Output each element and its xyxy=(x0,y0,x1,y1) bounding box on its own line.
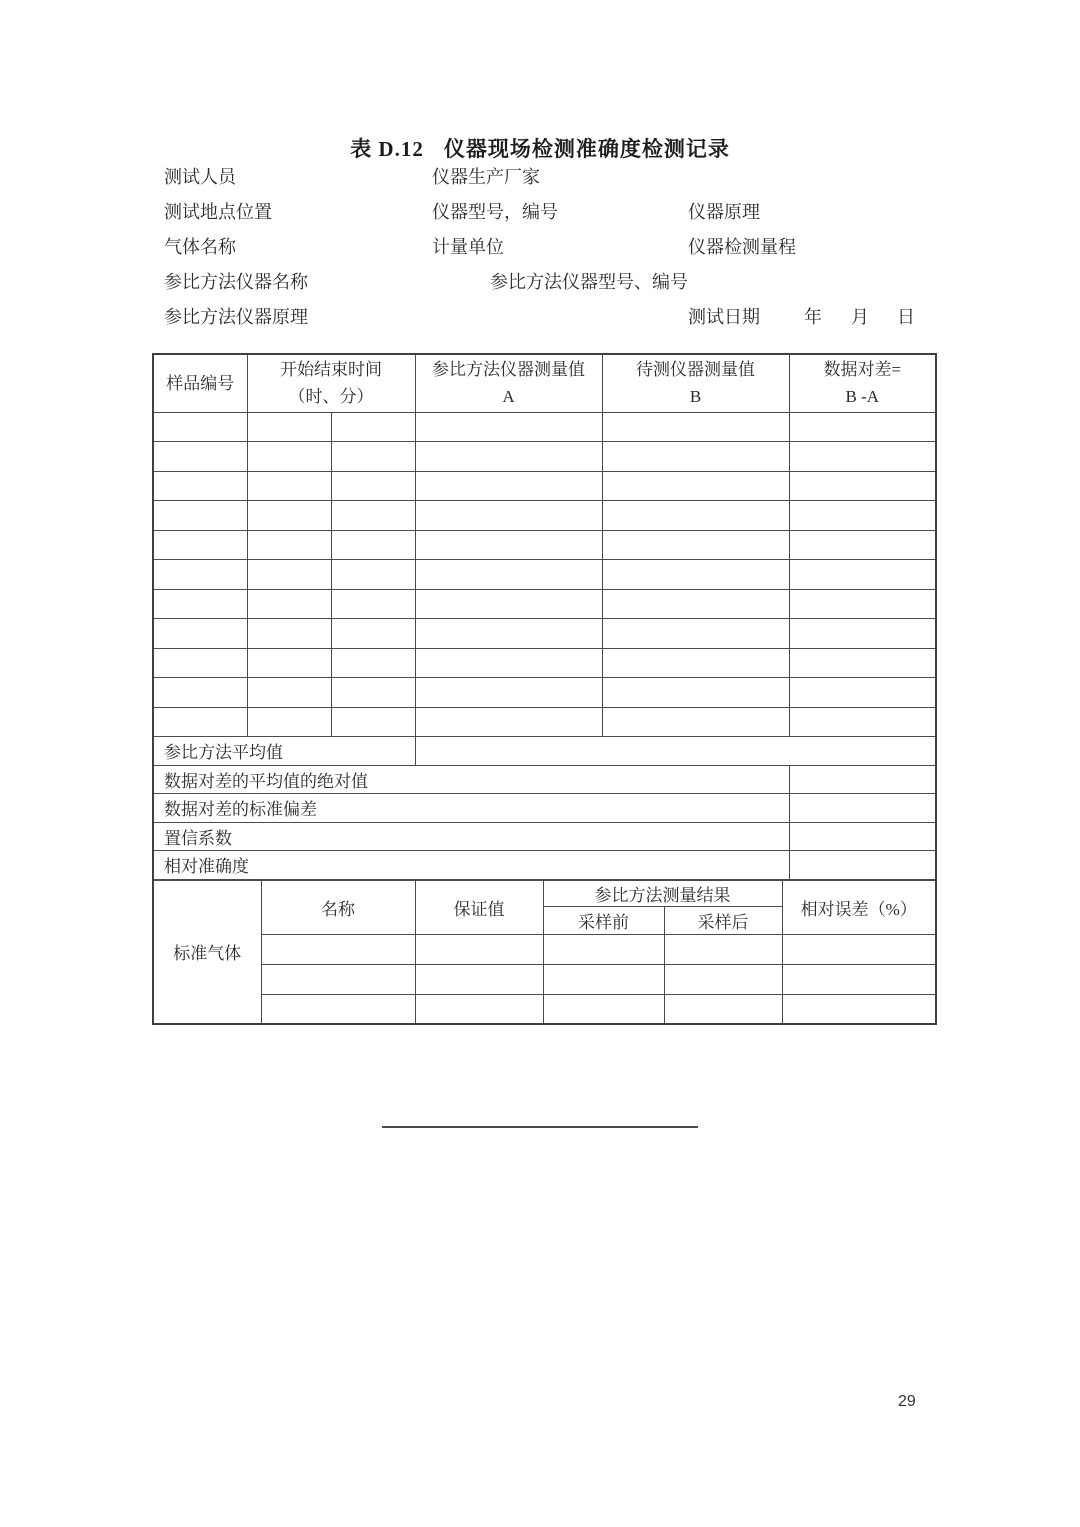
blank-cell xyxy=(543,994,664,1024)
field-month: 月 xyxy=(851,307,869,327)
blank-cell xyxy=(602,442,789,472)
blank-cell xyxy=(602,501,789,531)
blank-cell xyxy=(261,994,415,1024)
blank-cell xyxy=(247,442,331,472)
standard-gas-row xyxy=(153,964,936,994)
standard-gas-row xyxy=(153,934,936,964)
blank-cell xyxy=(415,707,602,737)
page-title xyxy=(0,133,1080,163)
blank-cell xyxy=(782,934,936,964)
table-row xyxy=(153,412,936,442)
blank-cell xyxy=(153,530,247,560)
col-header-ref-method-result: 参比方法测量结果 xyxy=(543,880,782,906)
blank-cell xyxy=(415,964,543,994)
table-row xyxy=(153,589,936,619)
field-range: 仪器检测量程 xyxy=(688,237,796,257)
blank-cell xyxy=(789,707,936,737)
field-tester: 测试人员 xyxy=(164,167,236,187)
blank-cell xyxy=(789,794,936,823)
table-row xyxy=(153,707,936,737)
table-row xyxy=(153,648,936,678)
blank-cell xyxy=(415,619,602,649)
blank-cell xyxy=(415,471,602,501)
blank-cell xyxy=(664,964,782,994)
blank-cell xyxy=(247,471,331,501)
blank-cell xyxy=(789,412,936,442)
blank-cell xyxy=(789,589,936,619)
standard-gas-header-row1 xyxy=(153,880,936,906)
blank-cell xyxy=(153,560,247,590)
col-header-dut-value: 待测仪器测量值 B xyxy=(602,354,789,412)
blank-cell xyxy=(789,619,936,649)
blank-cell xyxy=(331,501,415,531)
col-header-name: 名称 xyxy=(261,880,415,934)
blank-cell xyxy=(602,619,789,649)
blank-cell xyxy=(602,471,789,501)
blank-cell xyxy=(153,707,247,737)
blank-cell xyxy=(602,589,789,619)
blank-cell xyxy=(789,530,936,560)
blank-cell xyxy=(153,648,247,678)
field-day: 日 xyxy=(897,307,915,327)
page-number: 29 xyxy=(898,1393,916,1410)
col-header-diff: 数据对差= B -A xyxy=(789,354,936,412)
relative-accuracy-row xyxy=(153,851,936,880)
col-header-before-sampling: 采样前 xyxy=(543,906,664,934)
blank-cell xyxy=(415,560,602,590)
standard-gas-table xyxy=(152,880,937,1026)
field-test-date: 测试日期 xyxy=(688,307,760,327)
blank-cell xyxy=(153,471,247,501)
col-header-after-sampling: 采样后 xyxy=(664,906,782,934)
blank-cell xyxy=(153,619,247,649)
col-header-ref-value: 参比方法仪器测量值 A xyxy=(415,354,602,412)
table-title-text: 仪器现场检测准确度检测记录 xyxy=(443,137,730,161)
diff-abs-average-row xyxy=(153,765,936,794)
blank-cell xyxy=(261,934,415,964)
row-label: 相对准确度 xyxy=(153,851,789,880)
row-label: 参比方法平均值 xyxy=(153,737,415,766)
blank-cell xyxy=(247,589,331,619)
col-header-time: 开始结束时间 （时、分） xyxy=(247,354,415,412)
blank-cell xyxy=(664,934,782,964)
blank-cell xyxy=(602,530,789,560)
blank-cell xyxy=(415,994,543,1024)
blank-cell xyxy=(331,412,415,442)
blank-cell xyxy=(153,412,247,442)
blank-cell xyxy=(782,994,936,1024)
blank-cell xyxy=(543,934,664,964)
confidence-coefficient-row xyxy=(153,822,936,851)
blank-cell xyxy=(602,648,789,678)
table-row xyxy=(153,530,936,560)
blank-cell xyxy=(153,678,247,708)
field-ref-model: 参比方法仪器型号、编号 xyxy=(490,272,688,292)
blank-cell xyxy=(415,530,602,560)
blank-cell xyxy=(789,501,936,531)
row-label: 数据对差的标准偏差 xyxy=(153,794,789,823)
field-gas-name: 气体名称 xyxy=(164,237,236,257)
row-label: 数据对差的平均值的绝对值 xyxy=(153,765,789,794)
blank-cell xyxy=(602,560,789,590)
blank-cell xyxy=(415,737,936,766)
field-ref-name: 参比方法仪器名称 xyxy=(164,272,308,292)
blank-cell xyxy=(331,442,415,472)
blank-cell xyxy=(415,934,543,964)
field-model: 仪器型号，编号 xyxy=(432,202,558,222)
blank-cell xyxy=(153,442,247,472)
blank-cell xyxy=(415,589,602,619)
blank-cell xyxy=(331,619,415,649)
table-row xyxy=(153,471,936,501)
blank-cell xyxy=(331,530,415,560)
blank-cell xyxy=(789,442,936,472)
table-row xyxy=(153,560,936,590)
blank-cell xyxy=(247,501,331,531)
blank-cell xyxy=(543,964,664,994)
standard-gas-row xyxy=(153,994,936,1024)
col-header-guaranteed-value: 保证值 xyxy=(415,880,543,934)
blank-cell xyxy=(789,822,936,851)
blank-cell xyxy=(789,471,936,501)
blank-cell xyxy=(789,648,936,678)
ref-method-average-row xyxy=(153,737,936,766)
blank-cell xyxy=(415,412,602,442)
signature-line xyxy=(382,1126,698,1128)
blank-cell xyxy=(153,501,247,531)
blank-cell xyxy=(415,501,602,531)
blank-cell xyxy=(602,412,789,442)
blank-cell xyxy=(247,560,331,590)
col-header-sample-id: 样品编号 xyxy=(153,354,247,412)
blank-cell xyxy=(789,765,936,794)
field-ref-principle: 参比方法仪器原理 xyxy=(164,307,308,327)
table-row xyxy=(153,678,936,708)
table-row xyxy=(153,619,936,649)
field-principle: 仪器原理 xyxy=(688,202,760,222)
table-row xyxy=(153,501,936,531)
blank-cell xyxy=(247,707,331,737)
blank-cell xyxy=(415,648,602,678)
accuracy-record-table xyxy=(152,353,937,880)
blank-cell xyxy=(331,678,415,708)
blank-cell xyxy=(602,678,789,708)
field-unit: 计量单位 xyxy=(432,237,504,257)
blank-cell xyxy=(664,994,782,1024)
blank-cell xyxy=(153,589,247,619)
blank-cell xyxy=(331,471,415,501)
standard-gas-label-cell: 标准气体 xyxy=(153,880,261,1024)
record-table-area xyxy=(152,353,935,1025)
blank-cell xyxy=(415,442,602,472)
field-location: 测试地点位置 xyxy=(164,202,272,222)
blank-cell xyxy=(247,678,331,708)
blank-cell xyxy=(602,707,789,737)
blank-cell xyxy=(415,678,602,708)
table-number: 表 D.12 xyxy=(350,137,424,161)
table-row xyxy=(153,442,936,472)
blank-cell xyxy=(261,964,415,994)
field-manufacturer: 仪器生产厂家 xyxy=(432,167,540,187)
blank-cell xyxy=(789,851,936,880)
blank-cell xyxy=(782,964,936,994)
row-label: 置信系数 xyxy=(153,822,789,851)
blank-cell xyxy=(247,412,331,442)
blank-cell xyxy=(789,560,936,590)
field-year: 年 xyxy=(804,307,822,327)
table-header-row xyxy=(153,354,936,412)
blank-cell xyxy=(789,678,936,708)
blank-cell xyxy=(247,530,331,560)
blank-cell xyxy=(331,648,415,678)
blank-cell xyxy=(331,560,415,590)
col-header-relative-error: 相对误差（%） xyxy=(782,880,936,934)
blank-cell xyxy=(331,707,415,737)
blank-cell xyxy=(247,619,331,649)
blank-cell xyxy=(247,648,331,678)
diff-std-deviation-row xyxy=(153,794,936,823)
blank-cell xyxy=(331,589,415,619)
